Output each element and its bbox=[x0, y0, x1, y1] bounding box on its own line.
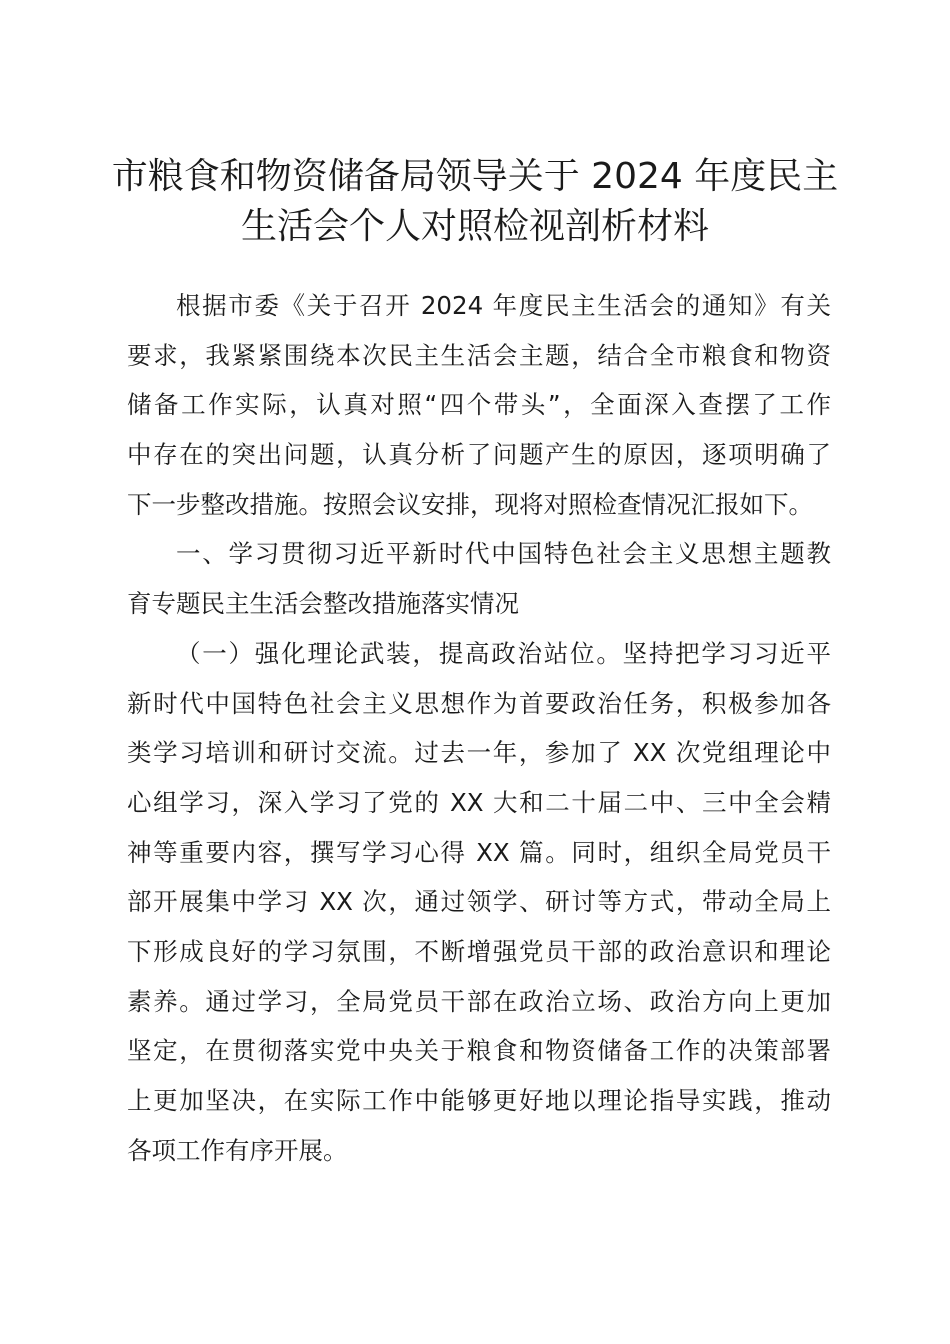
text-line: 类学习培训和研讨交流。过去一年，参加了 XX 次党组理论中 bbox=[127, 738, 831, 768]
text-line: 要求，我紧紧围绕本次民主生活会主题，结合全市粮食和物资 bbox=[127, 340, 831, 370]
text-line: 部开展集中学习 XX 次，通过领学、研讨等方式，带动全局上 bbox=[127, 887, 831, 917]
text-line: 坚定，在贯彻落实党中央关于粮食和物资储备工作的决策部署 bbox=[127, 1036, 831, 1066]
subsection-paragraph bbox=[127, 629, 831, 1176]
document-title bbox=[100, 152, 850, 252]
text-line: 育专题民主生活会整改措施落实情况 bbox=[127, 589, 519, 619]
text-line: 心组学习，深入学习了党的 XX 大和二十届二中、三中全会精 bbox=[127, 787, 831, 817]
document-body bbox=[127, 281, 831, 1175]
title-line: 市粮食和物资储备局领导关于 2024 年度民主 bbox=[111, 156, 839, 197]
text-line: 根据市委《关于召开 2024 年度民主生活会的通知》有关 bbox=[176, 291, 831, 320]
title-line: 生活会个人对照检视剖析材料 bbox=[240, 206, 709, 247]
text-line: 储备工作实际，认真对照“四个带头”，全面深入查摆了工作 bbox=[127, 390, 831, 420]
intro-paragraph bbox=[127, 281, 831, 529]
text-line: 一、学习贯彻习近平新时代中国特色社会主义思想主题教 bbox=[176, 539, 831, 569]
text-line: 中存在的突出问题，认真分析了问题产生的原因，逐项明确了 bbox=[127, 440, 831, 470]
text-line: 各项工作有序开展。 bbox=[127, 1135, 348, 1165]
text-line: 下一步整改措施。按照会议安排，现将对照检查情况汇报如下。 bbox=[127, 489, 813, 519]
text-line: （一）强化理论武装，提高政治站位。坚持把学习习近平 bbox=[176, 638, 831, 668]
text-line: 新时代中国特色社会主义思想作为首要政治任务，积极参加各 bbox=[127, 688, 831, 718]
text-line: 上更加坚决，在实际工作中能够更好地以理论指导实践，推动 bbox=[127, 1086, 831, 1115]
text-line: 神等重要内容，撰写学习心得 XX 篇。同时，组织全局党员干 bbox=[127, 837, 831, 867]
text-line: 素养。通过学习，全局党员干部在政治立场、政治方向上更加 bbox=[127, 986, 831, 1016]
text-line: 下形成良好的学习氛围，不断增强党员干部的政治意识和理论 bbox=[127, 936, 831, 966]
section-heading-paragraph bbox=[127, 529, 831, 628]
